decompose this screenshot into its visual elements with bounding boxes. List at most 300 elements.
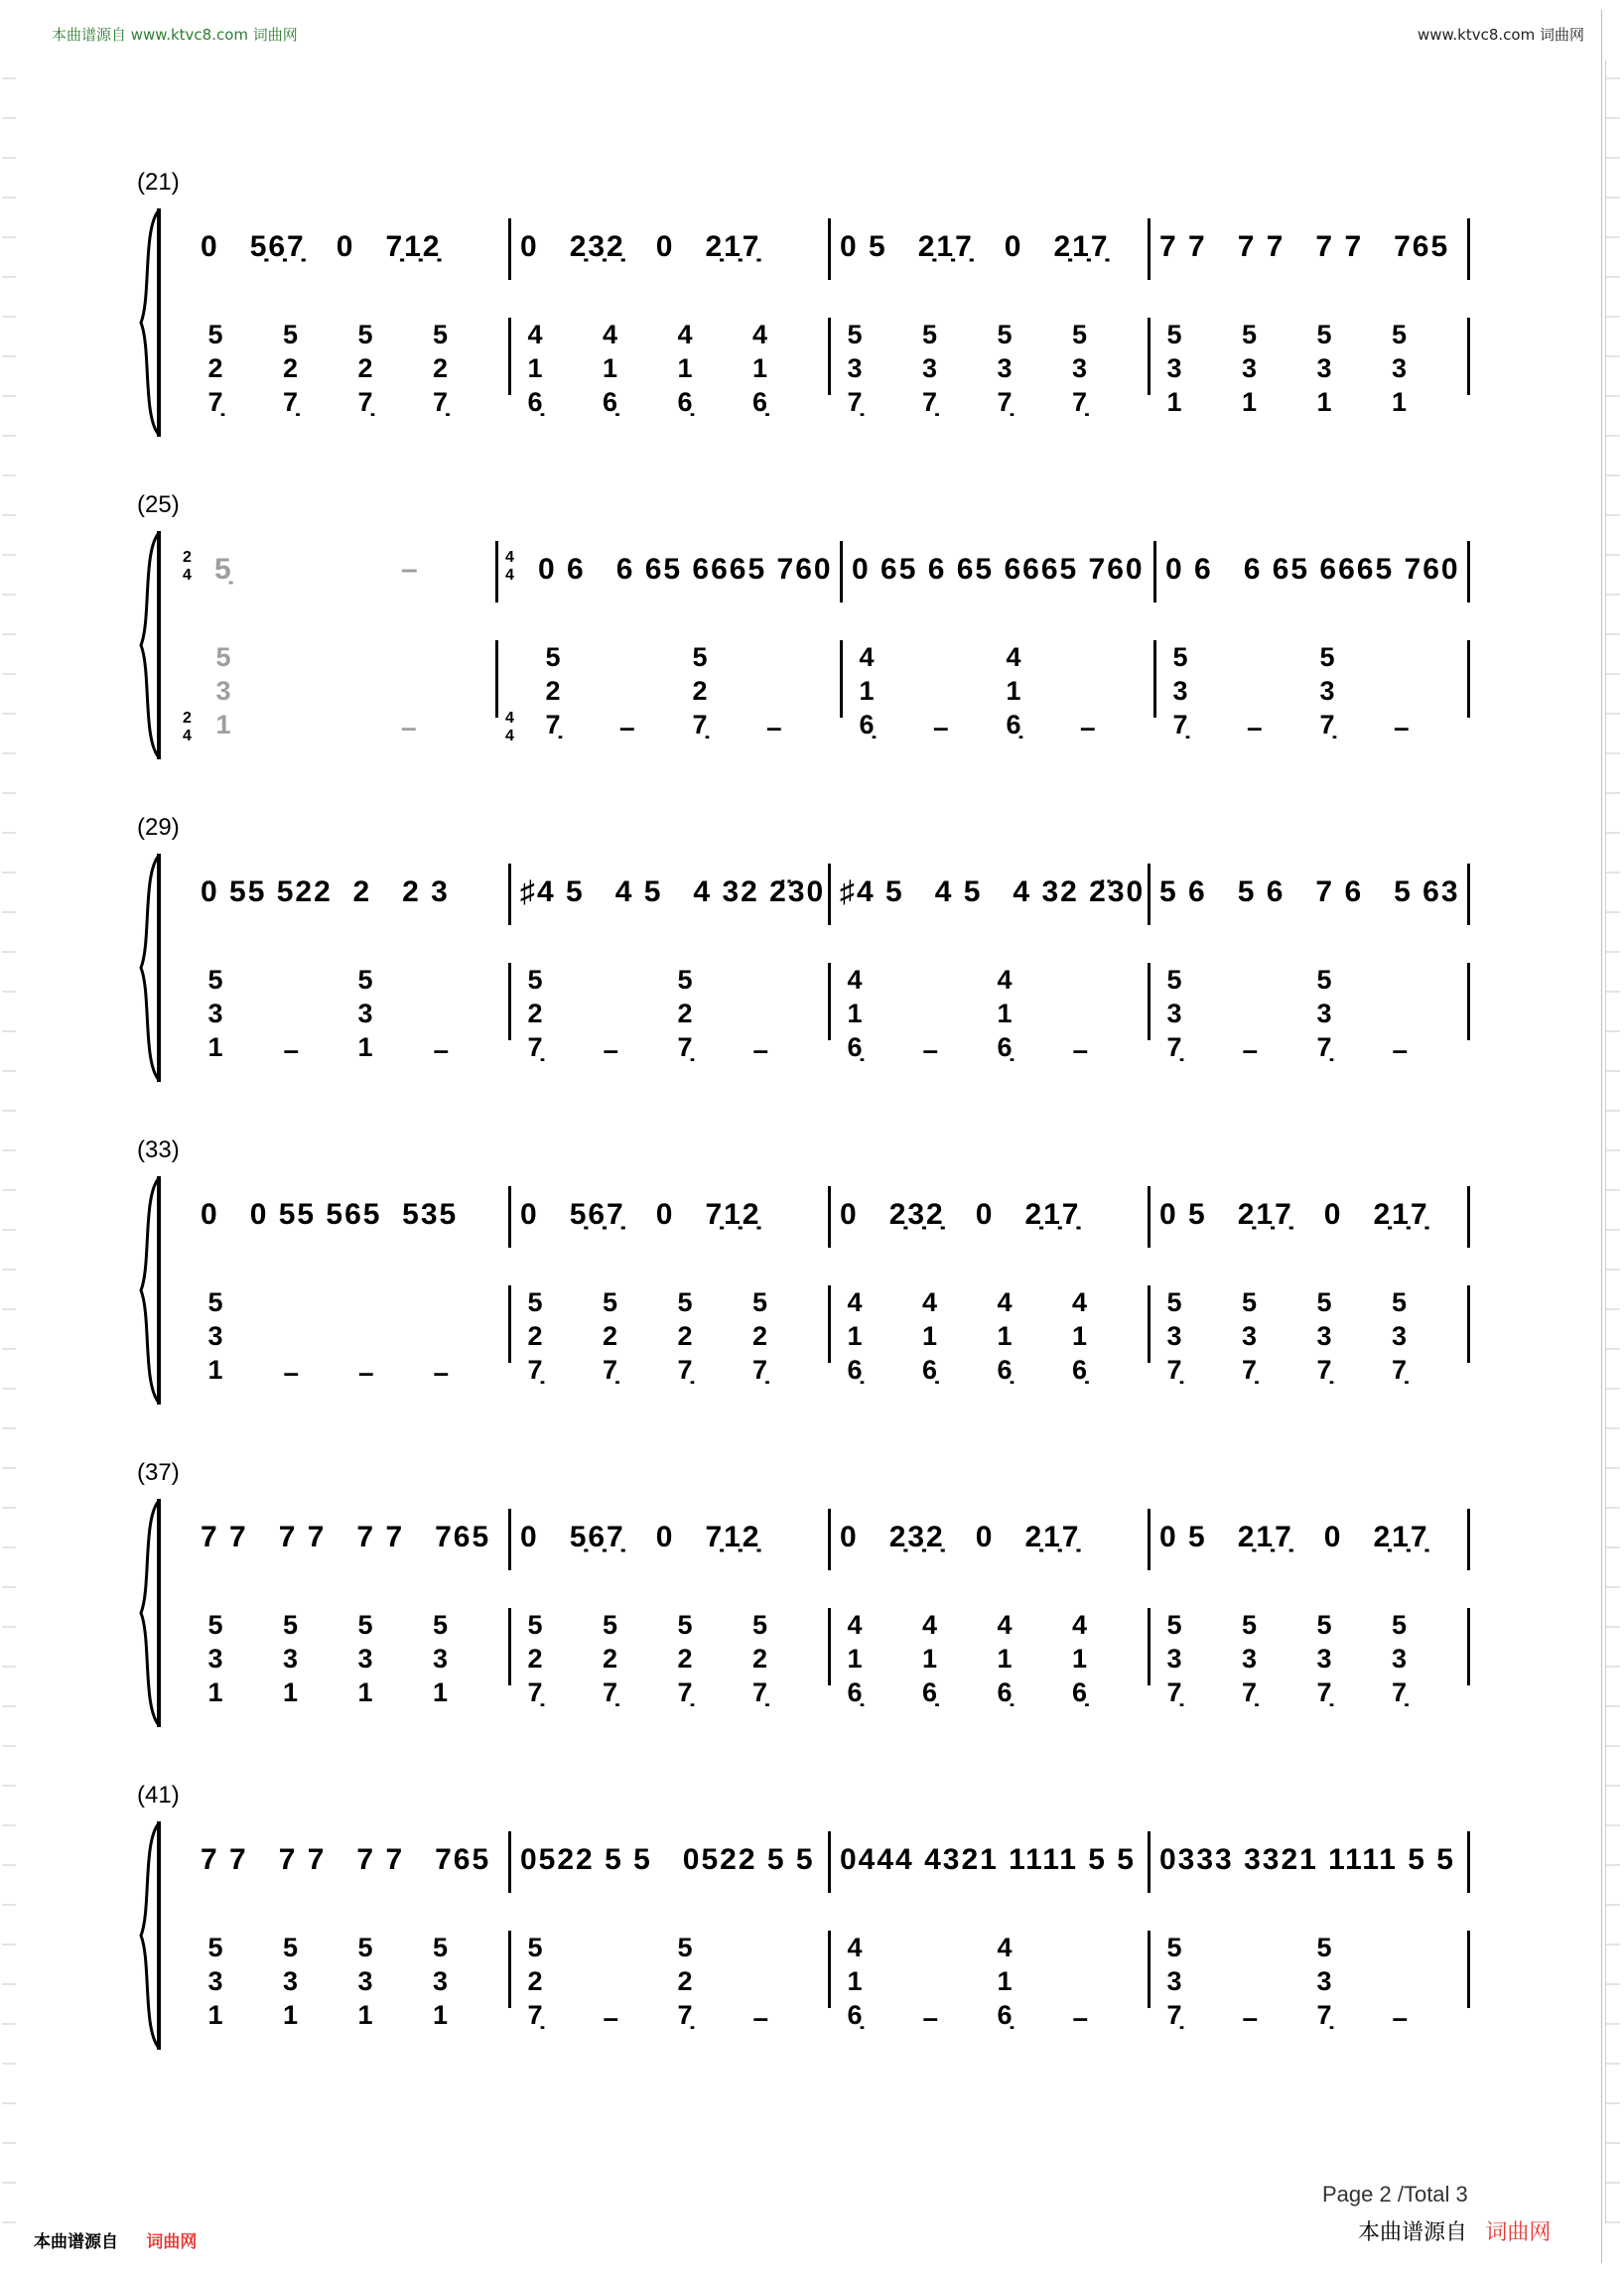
melody-staff (131, 531, 1491, 610)
time-signature (505, 710, 514, 745)
barline (1467, 1186, 1470, 1248)
chord-note: 4 (997, 1610, 1013, 1640)
chord-note: 5 (1241, 320, 1258, 349)
melody-measure: 0 5 2̣1̣7̣ 0 2̣1̣7̣ (1159, 1198, 1429, 1231)
chord-note: 3 (1316, 1644, 1332, 1674)
chord (522, 318, 548, 419)
chord-note: 7̣ (432, 387, 449, 417)
sustain-dash: – (1242, 1034, 1259, 1065)
chord (1314, 640, 1340, 741)
chord (1237, 1285, 1263, 1387)
chord-note: 5 (1166, 965, 1182, 995)
chord-note: 5 (527, 1287, 543, 1317)
barline (508, 1509, 511, 1570)
chord-note: 3 (1241, 353, 1258, 383)
chord-note: 7̣ (527, 1032, 543, 1062)
chord-note: 5 (1172, 642, 1188, 672)
chord (1387, 1608, 1413, 1709)
measure-number: (21) (137, 169, 180, 196)
melody-measure: 5 6 5 6 7 6 5 63 (1159, 875, 1460, 908)
chord-note: 2 (357, 353, 373, 383)
chord-note: 7̣ (1166, 1032, 1182, 1062)
chord-note: 3 (1166, 1966, 1182, 1996)
chord-note: 7̣ (1241, 1677, 1258, 1707)
watermark-strip-left (2, 60, 16, 2223)
barline (508, 963, 511, 1040)
barline (1153, 640, 1156, 718)
chord-note: 4 (921, 1287, 938, 1317)
page-indicator: Page 2 /Total 3 (1322, 2182, 1468, 2207)
chord (352, 1608, 378, 1709)
chord-note: 6̣ (602, 387, 618, 417)
chord-note: 5 (527, 965, 543, 995)
chord-note: 1 (751, 353, 768, 383)
chord-note: 7̣ (527, 2000, 543, 2030)
chord (917, 1608, 943, 1709)
barline (1148, 1186, 1150, 1248)
footer-site-link[interactable]: 词曲网 (1485, 2219, 1552, 2244)
melody-measure: 0 5̣6̣7̣ 0 7̣1̣2̣ (520, 1521, 761, 1553)
chord-note: 6̣ (847, 1355, 863, 1385)
barline (508, 1285, 511, 1363)
chord-note: 3 (1166, 1321, 1182, 1351)
barline (828, 1285, 831, 1363)
chord-note: 7̣ (1071, 387, 1088, 417)
chord-note: 5 (282, 1610, 299, 1640)
chord-note: 2 (751, 1321, 768, 1351)
chord (1311, 1608, 1337, 1709)
chord-note: 1 (1006, 676, 1021, 706)
chord (352, 963, 378, 1064)
system-6 (131, 1782, 1491, 2070)
barline (508, 1608, 511, 1685)
sustain-dash: – (1072, 1034, 1089, 1065)
chord-note: 5 (207, 320, 223, 349)
time-sig-bottom: 4 (183, 567, 192, 584)
chord-note: 2 (207, 353, 223, 383)
chord-note: 5 (677, 1287, 693, 1317)
chord (203, 1608, 228, 1709)
barline (828, 1931, 831, 2008)
sustain-dash: – (283, 1357, 300, 1388)
chord (598, 318, 623, 419)
system-5 (131, 1459, 1491, 1747)
chord-note: 1 (1071, 1321, 1088, 1351)
chord (854, 640, 880, 741)
chord-note: 5 (847, 320, 863, 349)
chord-note: 2 (545, 676, 561, 706)
melody-measure: 0 5̣6̣7̣ 0 7̣1̣2̣ (520, 1198, 761, 1231)
barline (1467, 218, 1470, 280)
chord-note: 6̣ (921, 1355, 938, 1385)
chord-note: 3 (432, 1966, 449, 1996)
chord-note: 7̣ (1172, 710, 1188, 739)
chord-note: 7̣ (997, 387, 1013, 417)
time-sig-bottom: 4 (505, 567, 514, 584)
chord-note: 7̣ (751, 1355, 768, 1385)
chord-note: 4 (1071, 1287, 1088, 1317)
chord-note: 1 (207, 2000, 223, 2030)
chord-note: 2 (677, 1321, 693, 1351)
chord (842, 1608, 868, 1709)
chord-note: 3 (357, 999, 373, 1028)
measure-number: (29) (137, 814, 180, 841)
chord-note: 6̣ (527, 387, 543, 417)
barline (1148, 864, 1150, 925)
chord (672, 963, 698, 1064)
chord-note: 3 (1172, 676, 1188, 706)
chord-note: 5 (1316, 1610, 1332, 1640)
chord (1311, 1285, 1337, 1387)
melody-measure: 0 6 6 65 6665 760 (1165, 553, 1460, 586)
melody-measure: 0333 3321 1111 5 5 (1159, 1843, 1455, 1876)
sustain-dash: – (619, 712, 635, 742)
chord-note: 7̣ (1316, 2000, 1332, 2030)
chord-note: 3 (207, 1966, 223, 1996)
melody-measure: 7 7 7 7 7 7 765 (201, 1521, 491, 1553)
chord-note: 6̣ (859, 710, 875, 739)
chord-note: 6̣ (847, 2000, 863, 2030)
chord (917, 1285, 943, 1387)
barline (840, 640, 843, 718)
chord-note: 3 (432, 1644, 449, 1674)
barline (1148, 318, 1150, 395)
chord-note: 6̣ (677, 387, 693, 417)
chord-note: 7̣ (692, 710, 708, 739)
measure-number: (41) (137, 1782, 180, 1809)
chord-note: 5 (207, 965, 223, 995)
melody-measure: 0 6 6 65 6665 760 (538, 553, 833, 586)
chord-note: 5 (1316, 1933, 1332, 1962)
chord (842, 318, 868, 419)
sustain-dash: – (752, 2002, 769, 2033)
barline (508, 864, 511, 925)
chord-note: 3 (1241, 1321, 1258, 1351)
chord-note: 6̣ (997, 1032, 1013, 1062)
header-right[interactable]: www.ktvc8.com 词曲网 (1417, 26, 1584, 44)
chord-note: 5 (1316, 965, 1332, 995)
sustain-dash: – (1392, 2002, 1409, 2033)
melody-measure: 0 5 2̣1̣7̣ 0 2̣1̣7̣ (1159, 1521, 1429, 1553)
sustain-dash: – (766, 712, 782, 742)
chord-note: 3 (1071, 353, 1088, 383)
chord-note: 7̣ (1166, 1677, 1182, 1707)
chord-note: 5 (751, 1610, 768, 1640)
chord-note: 7̣ (1241, 1355, 1258, 1385)
chord (428, 318, 454, 419)
chord-note: 3 (1166, 1644, 1182, 1674)
barline (1467, 640, 1470, 718)
barline (1467, 1509, 1470, 1570)
chord-note: 3 (1391, 1321, 1408, 1351)
chord (203, 1285, 228, 1387)
chord-note: 7̣ (602, 1677, 618, 1707)
chord-note: 5 (432, 1610, 449, 1640)
chord-note: 6̣ (997, 1355, 1013, 1385)
chord (992, 1608, 1017, 1709)
chord (1161, 963, 1187, 1064)
chord (203, 1931, 228, 2032)
chord-note: 5 (357, 1933, 373, 1962)
chord (1237, 1608, 1263, 1709)
chord-note: 5 (692, 642, 708, 672)
chord-note: 5 (1316, 320, 1332, 349)
footer-right-credit (1358, 2215, 1551, 2246)
accompaniment-staff (131, 963, 1491, 1065)
chord-note: 5 (1319, 642, 1335, 672)
system-1 (131, 169, 1491, 457)
chord (522, 1285, 548, 1387)
chord (992, 1285, 1017, 1387)
chord-note: 6̣ (847, 1677, 863, 1707)
chord-note: 4 (847, 965, 863, 995)
chord (917, 318, 943, 419)
chord (992, 318, 1017, 419)
melody-staff (131, 1499, 1491, 1578)
barline (828, 1831, 831, 1893)
chord-note: 4 (847, 1287, 863, 1317)
chord (540, 640, 566, 741)
chord-note: 3 (1316, 1966, 1332, 1996)
chord-note: 1 (527, 353, 543, 383)
barline (508, 1186, 511, 1248)
time-sig-top: 2 (183, 710, 192, 727)
chord-note: 7̣ (1316, 1355, 1332, 1385)
chord-note: 5 (207, 1287, 223, 1317)
chord-note: 7̣ (207, 387, 223, 417)
chord (1161, 1931, 1187, 2032)
chord-note: 1 (921, 1644, 938, 1674)
chord-note: 3 (357, 1644, 373, 1674)
chord-note: 5 (1391, 1287, 1408, 1317)
chord (747, 1608, 773, 1709)
chord-note: 2 (602, 1644, 618, 1674)
measure-number: (25) (137, 491, 180, 518)
chord-note: 5 (432, 320, 449, 349)
footer-left-credit (34, 2227, 197, 2252)
pickup-note: 5̣ (214, 553, 233, 586)
chord-note: 3 (357, 1966, 373, 1996)
chord-note: 4 (921, 1610, 938, 1640)
chord (522, 1931, 548, 2032)
barline (495, 541, 498, 603)
barline (828, 1186, 831, 1248)
accompaniment-staff (131, 1285, 1491, 1388)
barline (495, 640, 498, 718)
chord-note: 5 (1316, 1287, 1332, 1317)
chord-note: 5 (1241, 1610, 1258, 1640)
chord (687, 640, 713, 741)
time-sig-bottom: 4 (183, 728, 192, 744)
chord (1001, 640, 1026, 741)
chord-note: 1 (921, 1321, 938, 1351)
chord (1161, 1285, 1187, 1387)
melody-measure: 0 0 55 565 535 (201, 1198, 459, 1231)
barline (1467, 318, 1470, 395)
chord-note: 7̣ (527, 1355, 543, 1385)
chord-note: 1 (997, 1644, 1013, 1674)
chord-note: 7̣ (1316, 1677, 1332, 1707)
chord (522, 1608, 548, 1709)
chord-note: 3 (207, 1321, 223, 1351)
chord-note: 2 (527, 999, 543, 1028)
chord-note: 5 (1166, 1287, 1182, 1317)
chord-note: 4 (1071, 1610, 1088, 1640)
chord-note: 1 (207, 1032, 223, 1062)
chord-note: 4 (602, 320, 618, 349)
barline (1148, 963, 1150, 1040)
chord-note: 2 (602, 1321, 618, 1351)
sustain-dash: – (401, 553, 420, 586)
chord-note: 3 (1391, 353, 1408, 383)
chord-note: 7̣ (677, 1677, 693, 1707)
chord-note: 1 (1071, 1644, 1088, 1674)
time-signature (183, 549, 192, 585)
chord-note: 7̣ (1391, 1355, 1408, 1385)
chord-note: 5 (997, 320, 1013, 349)
chord-note: 1 (847, 1644, 863, 1674)
chord-note: 6̣ (847, 1032, 863, 1062)
chord-note: 2 (527, 1644, 543, 1674)
barline (1467, 1608, 1470, 1685)
chord-note: 1 (215, 710, 231, 739)
chord-note: 5 (357, 965, 373, 995)
sustain-dash: – (1080, 712, 1096, 742)
chord-note: 1 (859, 676, 875, 706)
barline (828, 963, 831, 1040)
chord-note: 1 (357, 2000, 373, 2030)
chord (672, 1931, 698, 2032)
chord-note: 1 (207, 1355, 223, 1385)
chord-note: 3 (282, 1644, 299, 1674)
sustain-dash: – (922, 1034, 939, 1065)
chord-note: 4 (847, 1610, 863, 1640)
chord-note: 5 (282, 320, 299, 349)
chord-note: 5 (1166, 1933, 1182, 1962)
chord-note: 5 (677, 1933, 693, 1962)
chord-note: 7̣ (1316, 1032, 1332, 1062)
chord (1067, 318, 1093, 419)
sustain-dash: – (1392, 1034, 1409, 1065)
sustain-dash: – (1394, 712, 1410, 742)
chord-note: 3 (1316, 999, 1332, 1028)
chord-note: 5 (527, 1610, 543, 1640)
chord-note: 7̣ (545, 710, 561, 739)
time-sig-bottom: 4 (505, 728, 514, 744)
chord (522, 963, 548, 1064)
barline (508, 318, 511, 395)
sustain-dash: – (1072, 2002, 1089, 2033)
chord-note: 5 (282, 1933, 299, 1962)
chord (1387, 1285, 1413, 1387)
barline (1153, 541, 1156, 603)
chord-note: 7̣ (357, 387, 373, 417)
barline (1467, 963, 1470, 1040)
chord-note: 4 (997, 965, 1013, 995)
chord (842, 1931, 868, 2032)
melody-measure: 7 7 7 7 7 7 765 (201, 1843, 491, 1876)
chord-note: 7̣ (751, 1677, 768, 1707)
chord (672, 1285, 698, 1387)
chord (1067, 1285, 1093, 1387)
barline (1148, 218, 1150, 280)
footer-source: 本曲谱源自 (1358, 2219, 1468, 2244)
chord (842, 963, 868, 1064)
chord-note: 5 (1241, 1287, 1258, 1317)
sustain-dash: – (603, 1034, 619, 1065)
chord (598, 1285, 623, 1387)
melody-measure: ♯4 5 4 5 4 32 2̈30 (520, 875, 826, 908)
barline (1467, 1285, 1470, 1363)
footer-left-site-link[interactable]: 词曲网 (146, 2232, 198, 2251)
chord-note: 3 (1166, 999, 1182, 1028)
chord (672, 1608, 698, 1709)
chord-note: 4 (751, 320, 768, 349)
chord (352, 318, 378, 419)
time-sig-top: 4 (505, 710, 514, 727)
accompaniment-staff (131, 640, 1491, 744)
barline (508, 218, 511, 280)
chord-note: 5 (357, 1610, 373, 1640)
chord-note: 5 (545, 642, 561, 672)
barline (1467, 541, 1470, 603)
system-2 (131, 491, 1491, 779)
barline (1467, 864, 1470, 925)
chord (747, 318, 773, 419)
page-border (1601, 10, 1602, 2263)
chord-note: 1 (1316, 387, 1332, 417)
melody-measure: 0 2̣3̣2̣ 0 2̣1̣7̣ (520, 230, 761, 263)
chord (598, 1608, 623, 1709)
chord-note: 6̣ (921, 1677, 938, 1707)
chord (203, 963, 228, 1064)
chord-note: 7̣ (1391, 1677, 1408, 1707)
chord-note: 1 (997, 1966, 1013, 1996)
chord (278, 1608, 304, 1709)
chord-note: 3 (1319, 676, 1335, 706)
chord-note: 1 (997, 1321, 1013, 1351)
melody-measure: 0 55 522 2 2 3 (201, 875, 450, 908)
chord-note: 5 (1391, 1610, 1408, 1640)
chord (1387, 318, 1413, 419)
time-sig-top: 4 (505, 549, 514, 566)
barline (1148, 1931, 1150, 2008)
chord-note: 2 (692, 676, 708, 706)
header-left[interactable]: 本曲谱源自 www.ktvc8.com 词曲网 (52, 26, 298, 44)
chord-note: 2 (677, 1644, 693, 1674)
chord-note: 4 (847, 1933, 863, 1962)
chord (1167, 640, 1193, 741)
time-signature (505, 549, 514, 585)
accompaniment-staff (131, 1931, 1491, 2033)
chord-note: 7̣ (1319, 710, 1335, 739)
melody-measure: ♯4 5 4 5 4 32 2̈30 (840, 875, 1146, 908)
chord-note: 7̣ (847, 387, 863, 417)
chord-note: 7̣ (921, 387, 938, 417)
chord (1311, 1931, 1337, 2032)
measure-number: (33) (137, 1137, 180, 1163)
chord-note: 2 (527, 1966, 543, 1996)
barline (840, 541, 843, 603)
chord-note: 1 (677, 353, 693, 383)
chord-note: 7̣ (677, 1355, 693, 1385)
sustain-dash: – (933, 712, 949, 742)
chord (1311, 318, 1337, 419)
chord-note: 6̣ (1006, 710, 1021, 739)
chord-note: 1 (1391, 387, 1408, 417)
sustain-dash: – (1242, 2002, 1259, 2033)
chord-note: 5 (432, 1933, 449, 1962)
